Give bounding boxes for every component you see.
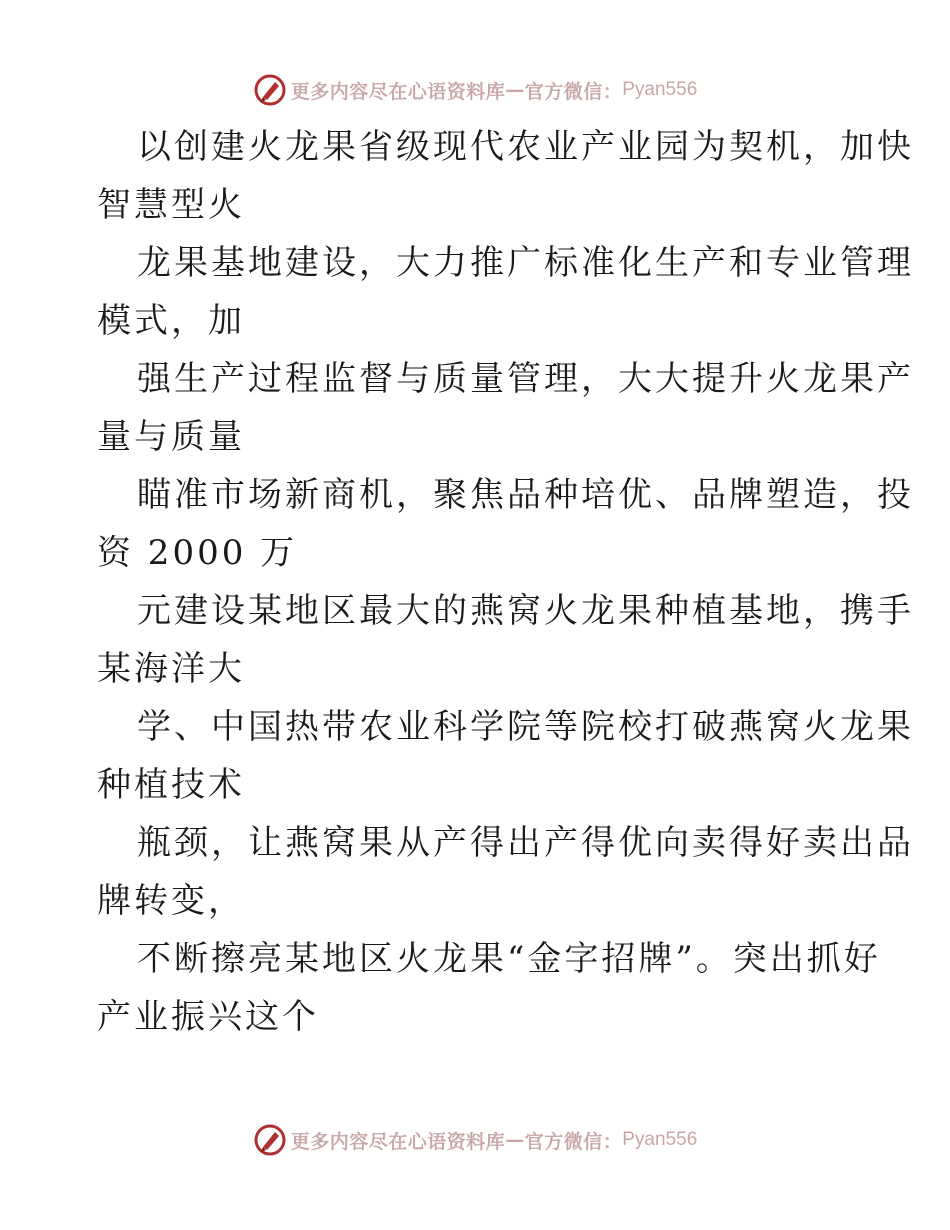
paragraph: [97, 466, 914, 582]
paragraph-line-2: 模式，加: [97, 301, 245, 341]
footer-wechat-label: 官方微信：: [524, 1130, 623, 1153]
pen-nib-logo-icon: [253, 1123, 287, 1157]
paragraph-line-1: 瞄准市场新商机，聚焦品种培优、品牌塑造，投: [137, 475, 914, 515]
paragraph: [97, 234, 914, 350]
paragraph-line-1: 龙果基地建设，大力推广标准化生产和专业管理: [137, 243, 914, 283]
paragraph: [97, 698, 914, 814]
header-title: 更多内容尽在心语资料库: [290, 80, 506, 103]
header-dash: —: [505, 79, 525, 101]
header-banner: [0, 70, 950, 110]
paragraph-line-1: 元建设某地区最大的燕窝火龙果种植基地，携手: [137, 591, 914, 631]
paragraph-line-1: 强生产过程监督与质量管理，大大提升火龙果产: [137, 359, 914, 399]
paragraph-line-2: 种植技术: [97, 765, 245, 805]
paragraph: [97, 930, 881, 1046]
footer-banner: [0, 1120, 950, 1160]
paragraph-line-2: 资 2000 万: [97, 533, 298, 573]
paragraph-line-2: 量与质量: [97, 417, 245, 457]
paragraph-line-1: 不断擦亮某地区火龙果“金字招牌”。突出抓好: [137, 939, 881, 979]
paragraph: [97, 118, 914, 234]
paragraph-line-1: 以创建火龙果省级现代农业产业园为契机，加快: [137, 127, 914, 167]
document-body: [97, 118, 914, 1046]
pen-nib-logo-icon: [253, 73, 287, 107]
header-wechat-label: 官方微信：: [524, 80, 623, 103]
paragraph-line-2: 牌转变，: [97, 881, 245, 921]
paragraph: [97, 582, 914, 698]
paragraph-line-2: 产业振兴这个: [97, 997, 319, 1037]
footer-title: 更多内容尽在心语资料库: [290, 1130, 506, 1153]
paragraph-line-1: 瓶颈，让燕窝果从产得出产得优向卖得好卖出品: [137, 823, 914, 863]
paragraph: [97, 814, 914, 930]
footer-dash: —: [505, 1129, 525, 1151]
paragraph-line-2: 智慧型火: [97, 185, 245, 225]
paragraph-line-2: 某海洋大: [97, 649, 245, 689]
paragraph: [97, 350, 914, 466]
paragraph-line-1: 学、中国热带农业科学院等院校打破燕窝火龙果: [137, 707, 914, 747]
header-wechat-id: Pyan556: [622, 79, 698, 100]
footer-wechat-id: Pyan556: [622, 1129, 698, 1150]
